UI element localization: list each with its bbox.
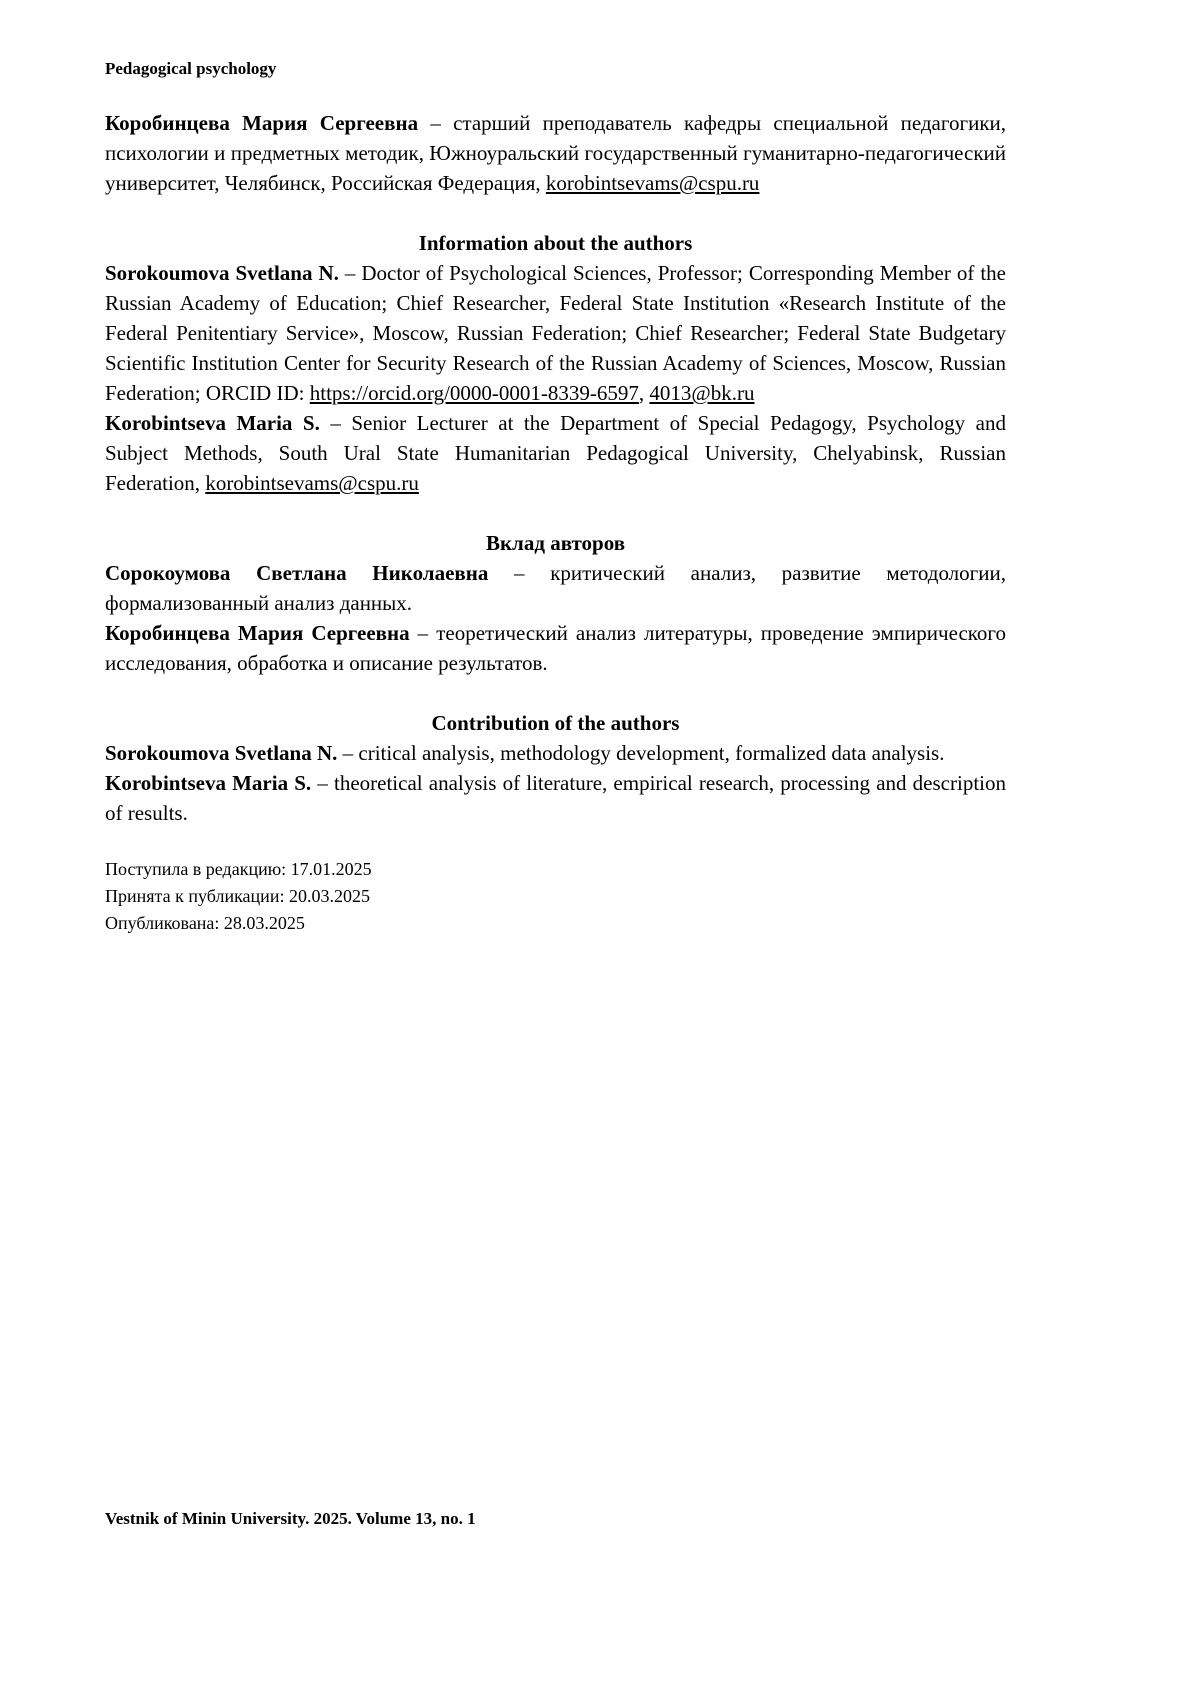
contribution-sorokoumova-en-text: – critical analysis, methodology development, formalized data analysis. [337,741,945,765]
date-received: Поступила в редакцию: 17.01.2025 [105,859,372,879]
journal-footer: Vestnik of Minin University. 2025. Volume 13, no. 1 [105,1509,476,1528]
author-name-ru: Коробинцева Мария Сергеевна [105,111,419,135]
heading-contribution-ru: Вклад авторов [485,531,626,555]
author-info-en-sorokoumova-paragraph [105,258,1006,408]
article-dates-block [105,856,1006,937]
author-name-sorokoumova-en: Sorokoumova Svetlana N. [105,261,339,285]
contributor-name-sorokoumova-en: Sorokoumova Svetlana N. [105,741,338,765]
author-name-korobintseva-en: Korobintseva Maria S. [105,411,320,435]
email-link-korobintseva-en[interactable]: korobintsevams@cspu.ru [205,471,419,495]
date-accepted: Принята к публикации: 20.03.2025 [105,886,370,906]
contributor-name-korobintseva-en: Korobintseva Maria S. [105,771,312,795]
contribution-ru-korobintseva-paragraph [105,618,1006,678]
contribution-sorokoumova-ru-text: – критический анализ, развитие методологии, формализованный анализ данных. [105,561,1006,615]
contributor-name-korobintseva-ru: Коробинцева Мария Сергеевна [105,621,410,645]
contribution-korobintseva-en-text: – theoretical analysis of literature, empirical research, processing and description of results. [105,771,1006,825]
contributor-name-sorokoumova-ru: Сорокоумова Светлана Николаевна [105,561,489,585]
contribution-en-sorokoumova-paragraph [105,738,1006,768]
separator-text: , [638,381,650,405]
heading-information-about-authors: Information about the authors [418,231,693,255]
author-info-sorokoumova-text: – Doctor of Psychological Sciences, Professor; Corresponding Member of the Russian Academy of Education; Chief Researcher, Federal State Institution «Research Institute of the Federal Penitentiary Service», Moscow, Russian Federation; Chief Researcher; Federal State Budgetary Scientific Institution Center for Security Research of the Russian Academy of Sciences, Moscow, Russian Federation; ORCID ID: [105,261,1006,405]
document-page-content [105,58,1006,937]
contribution-ru-sorokoumova-paragraph [105,558,1006,618]
contribution-korobintseva-ru-text: – теоретический анализ литературы, проведение эмпирического исследования, обработка и описание результатов. [105,621,1006,675]
author-info-ru-paragraph [105,108,1006,198]
orcid-link-sorokoumova[interactable]: https://orcid.org/0000-0001-8339-6597 [309,381,639,405]
date-published: Опубликована: 28.03.2025 [105,913,305,933]
email-link-korobintseva-ru[interactable]: korobintsevams@cspu.ru [545,171,760,195]
author-info-ru-text: – старший преподаватель кафедры специальной педагогики, психологии и предметных методик, Южноуральский государственный гуманитарно-педагогический университет, Челябинск, Российская Федерация, [105,111,1007,195]
contribution-en-korobintseva-paragraph [105,768,1006,828]
email-link-sorokoumova[interactable]: 4013@bk.ru [649,381,755,405]
running-head: Pedagogical psychology [105,59,277,78]
author-info-korobintseva-text: – Senior Lecturer at the Department of Special Pedagogy, Psychology and Subject Methods, South Ural State Humanitarian Pedagogical University, Chelyabinsk, Russian Federation, [105,411,1006,495]
heading-contribution-en: Contribution of the authors [431,711,680,735]
author-info-en-korobintseva-paragraph [105,408,1006,498]
